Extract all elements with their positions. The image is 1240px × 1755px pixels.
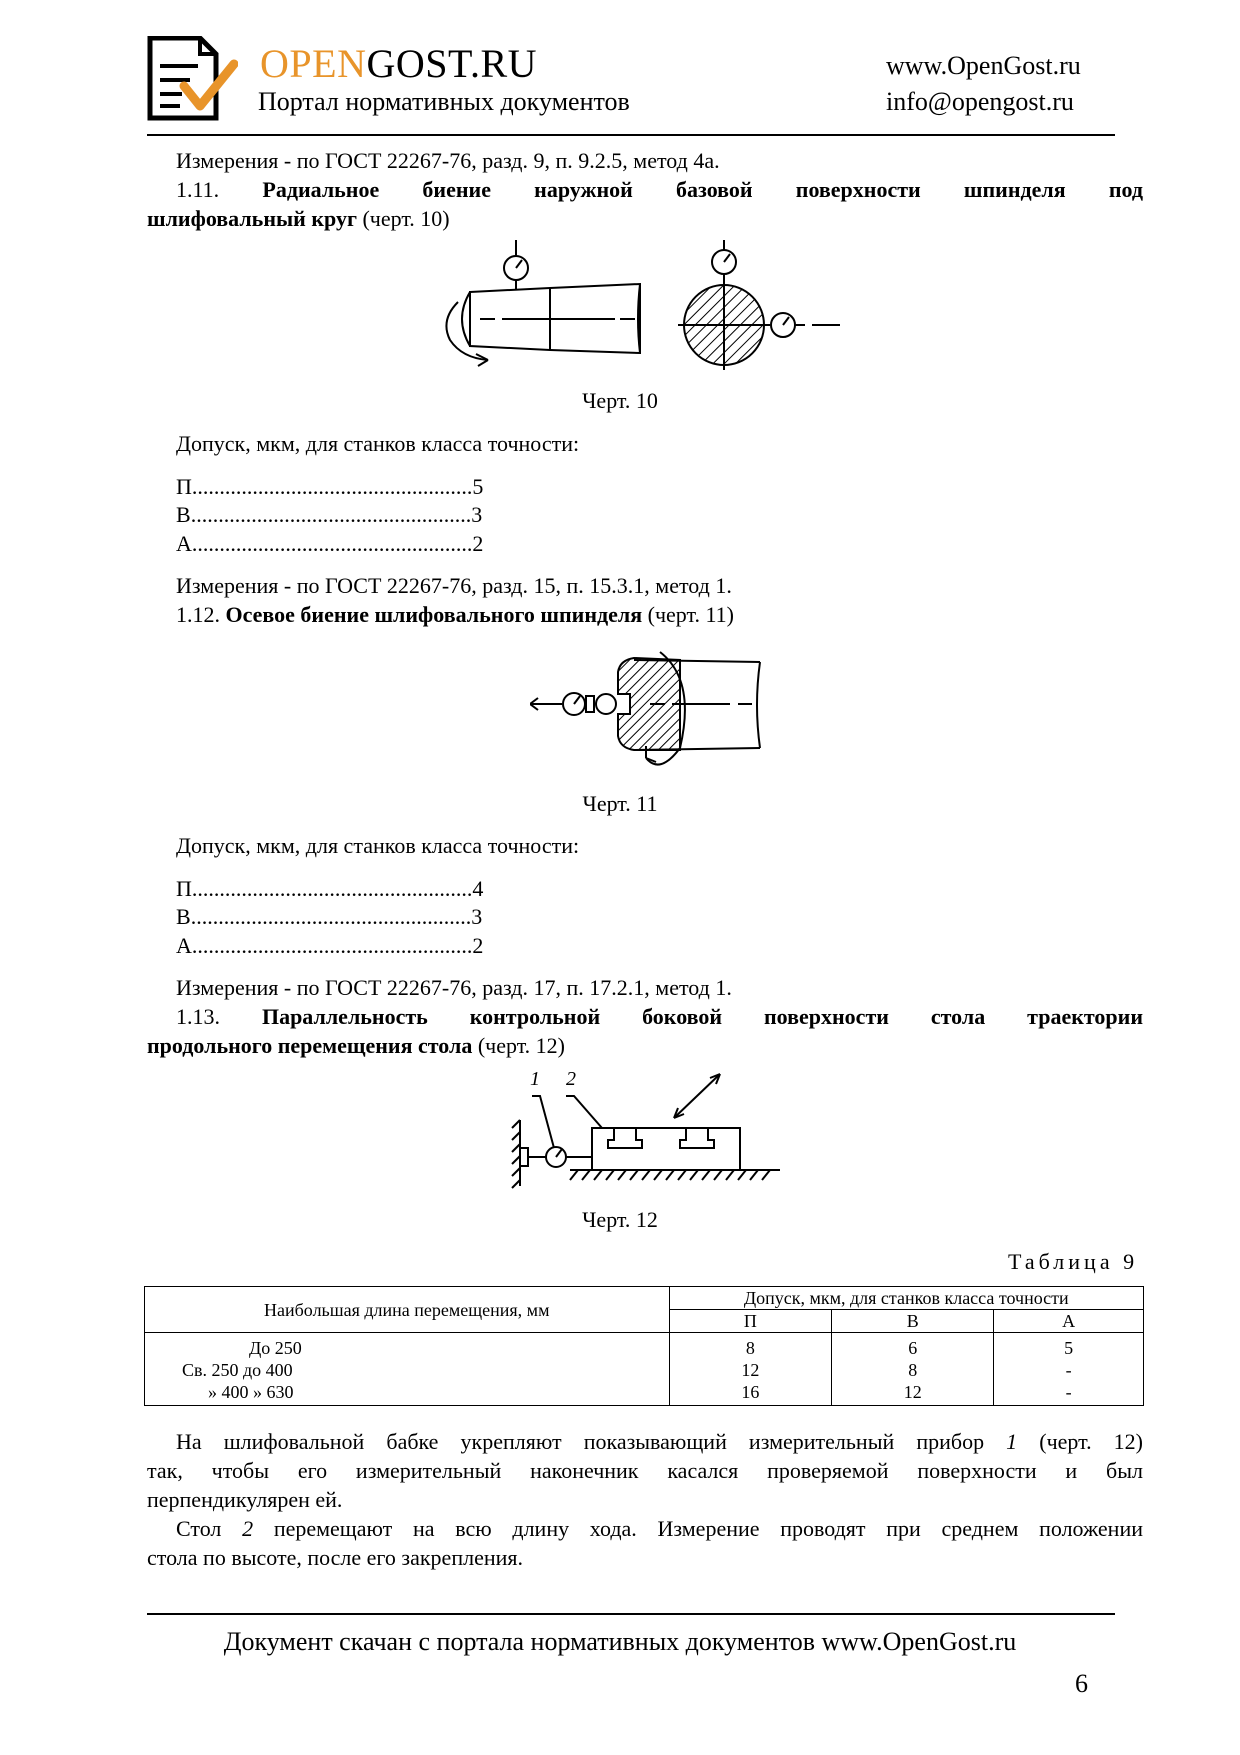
tolerance-intro-1: Допуск, мкм, для станков класса точности: (176, 431, 580, 456)
section-1-11-title: 1.11. Радиальное биение наружной базовой поверхности шпинделя под (176, 177, 1143, 202)
section-1-11-title-cont: шлифовальный круг (черт. 10) (147, 206, 450, 231)
table-9 (144, 1286, 1144, 1406)
footer-text: Документ скачан с портала нормативных документов www.OpenGost.ru (223, 1627, 1017, 1656)
table-body (145, 1333, 1144, 1406)
header-website[interactable]: www.OpenGost.ru (886, 51, 1081, 80)
footer-rule (147, 1613, 1115, 1615)
table-cell-v-1: 8 (908, 1360, 918, 1380)
tolerance-row-2-v: В...................................................3 (176, 904, 483, 929)
table-cell-len-0: До 250 (249, 1338, 302, 1358)
brand-subtitle: Портал нормативных документов (258, 87, 630, 116)
tolerance-row-2-p: П...................................................4 (176, 876, 484, 901)
table-cell-p-0: 8 (745, 1338, 755, 1358)
tolerance-row-1-p: П...................................................5 (176, 474, 484, 499)
header-email[interactable]: info@opengost.ru (886, 87, 1074, 116)
table-cell-a-1: - (1065, 1360, 1072, 1380)
page-number: 6 (1075, 1669, 1088, 1698)
section-1-13-title-cont: продольного перемещения стола (черт. 12) (147, 1033, 565, 1058)
figure-12-drawing (510, 1068, 780, 1193)
table-cell-p-1: 12 (741, 1360, 760, 1380)
table-header-class-p: П (669, 1310, 832, 1333)
table-cell-a-0: 5 (1064, 1338, 1074, 1358)
header (0, 0, 1240, 140)
table-header-tolerance: Допуск, мкм, для станков класса точности (669, 1287, 1144, 1310)
tolerance-row-2-a: А...................................................2 (176, 933, 484, 958)
brand-gost: GOST.RU (366, 41, 538, 86)
figure-11-caption: Черт. 11 (582, 791, 658, 816)
table-cell-v-2: 12 (903, 1382, 922, 1402)
table-cell-len-1: Св. 250 до 400 (182, 1360, 293, 1380)
measurement-ref-2: Измерения - по ГОСТ 22267-76, разд. 15, п. 15.3.1, метод 1. (176, 573, 732, 598)
table-cell-v-0: 6 (908, 1338, 918, 1358)
measurement-ref-3: Измерения - по ГОСТ 22267-76, разд. 17, п. 17.2.1, метод 1. (176, 975, 732, 1000)
figure-11-drawing (530, 640, 770, 770)
body-paragraph-1-line-3: перпендикулярен ей. (147, 1487, 343, 1512)
table-cell-len-2: » 400 » 630 (208, 1382, 294, 1402)
body-paragraph-1-line-1: На шлифовальной бабке укрепляют показывающий измерительный прибор 1 (черт. 12) (176, 1429, 1143, 1454)
table-cell-p-2: 16 (741, 1382, 760, 1402)
table-header-class-v: В (832, 1310, 994, 1333)
brand-name (260, 42, 537, 86)
section-1-12-title: 1.12. Осевое биение шлифовального шпинделя (черт. 11) (176, 602, 734, 627)
figure-12-label-1: 1 (530, 1068, 540, 1090)
header-rule (147, 134, 1115, 136)
figure-12-label-2: 2 (566, 1068, 576, 1090)
body-paragraph-1-line-2: так, чтобы его измерительный наконечник касался проверяемой поверхности и был (147, 1458, 1143, 1483)
brand-open: OPEN (260, 41, 367, 86)
body-paragraph-2-line-1: Стол 2 перемещают на всю длину хода. Измерение проводят при среднем положении (176, 1516, 1143, 1541)
table-header-class-a: А (994, 1310, 1144, 1333)
tolerance-row-1-a: А...................................................2 (176, 531, 484, 556)
table-header-length: Наибольшая длина перемещения, мм (145, 1287, 670, 1333)
section-1-13-title: 1.13. Параллельность контрольной боковой поверхности стола траектории (176, 1004, 1143, 1029)
figure-10-caption: Черт. 10 (582, 388, 658, 413)
body-paragraph-2-line-2: стола по высоте, после его закрепления. (147, 1545, 523, 1570)
table-9-label: Таблица 9 (1008, 1249, 1139, 1274)
figure-10-drawing (440, 240, 850, 375)
tolerance-row-1-v: В...................................................3 (176, 502, 483, 527)
tolerance-intro-2: Допуск, мкм, для станков класса точности: (176, 833, 580, 858)
table-cell-a-2: - (1065, 1382, 1072, 1402)
figure-12-caption: Черт. 12 (582, 1207, 658, 1232)
document-check-icon (146, 36, 238, 122)
measurement-ref-1: Измерения - по ГОСТ 22267-76, разд. 9, п. 9.2.5, метод 4а. (176, 148, 720, 173)
